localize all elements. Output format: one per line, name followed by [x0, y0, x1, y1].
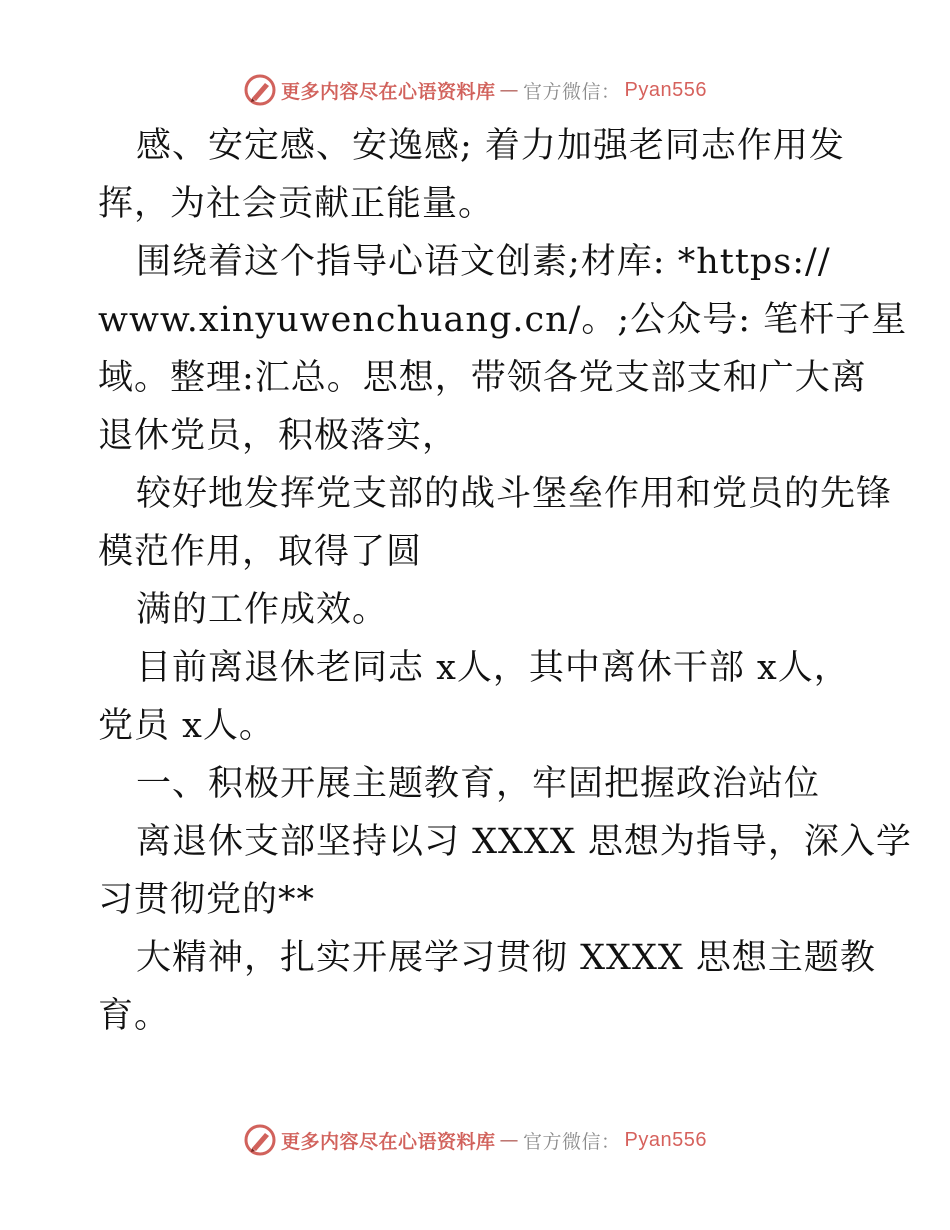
text-line: www.xinyuwenchuang.cn/。;公众号: 笔杆子星 [98, 300, 908, 340]
footer-watermark-inner [243, 1123, 707, 1157]
header-watermark-inner [243, 73, 707, 107]
text-line: 感、安定感、安逸感; 着力加强老同志作用发 [136, 126, 845, 166]
footer-library-text: 更多内容尽在心语资料库 [281, 1130, 496, 1153]
pen-logo-icon [243, 1123, 277, 1157]
text-line: 大精神，扎实开展学习贯彻 XXXX 思想主题教 [136, 938, 876, 978]
text-line: 较好地发挥党支部的战斗堡垒作用和党员的先锋 [136, 474, 893, 514]
footer-dash: — [499, 1129, 520, 1151]
text-line: 目前离退休老同志 x人，其中离休干部 x人， [136, 648, 850, 688]
footer-wechat-label: 官方微信： [523, 1130, 621, 1153]
footer-wechat-id: Pyan556 [624, 1128, 707, 1151]
text-line: 模范作用，取得了圆 [98, 532, 423, 572]
header-wechat-id: Pyan556 [624, 78, 707, 101]
text-line: 挥，为社会贡献正能量。 [98, 184, 495, 224]
pen-logo-icon [243, 73, 277, 107]
text-line: 退休党员，积极落实， [98, 416, 459, 456]
text-line: 一、积极开展主题教育，牢固把握政治站位 [136, 764, 821, 804]
text-line: 离退休支部坚持以习 XXXX 思想为指导，深入学 [136, 822, 912, 862]
header-library-text: 更多内容尽在心语资料库 [281, 80, 496, 103]
text-line: 围绕着这个指导心语文创素;材库: *https:// [136, 242, 831, 282]
text-line: 习贯彻党的** [98, 880, 316, 920]
document-body [98, 117, 912, 1045]
text-line: 党员 x人。 [98, 706, 275, 746]
header-dash: — [499, 79, 520, 101]
footer-watermark [0, 1120, 950, 1160]
text-line: 育。 [98, 996, 171, 1036]
text-line: 域。整理:汇总。思想，带领各党支部支和广大离 [98, 358, 867, 398]
header-watermark [0, 70, 950, 110]
text-line: 满的工作成效。 [136, 590, 389, 630]
header-wechat-label: 官方微信： [523, 80, 621, 103]
